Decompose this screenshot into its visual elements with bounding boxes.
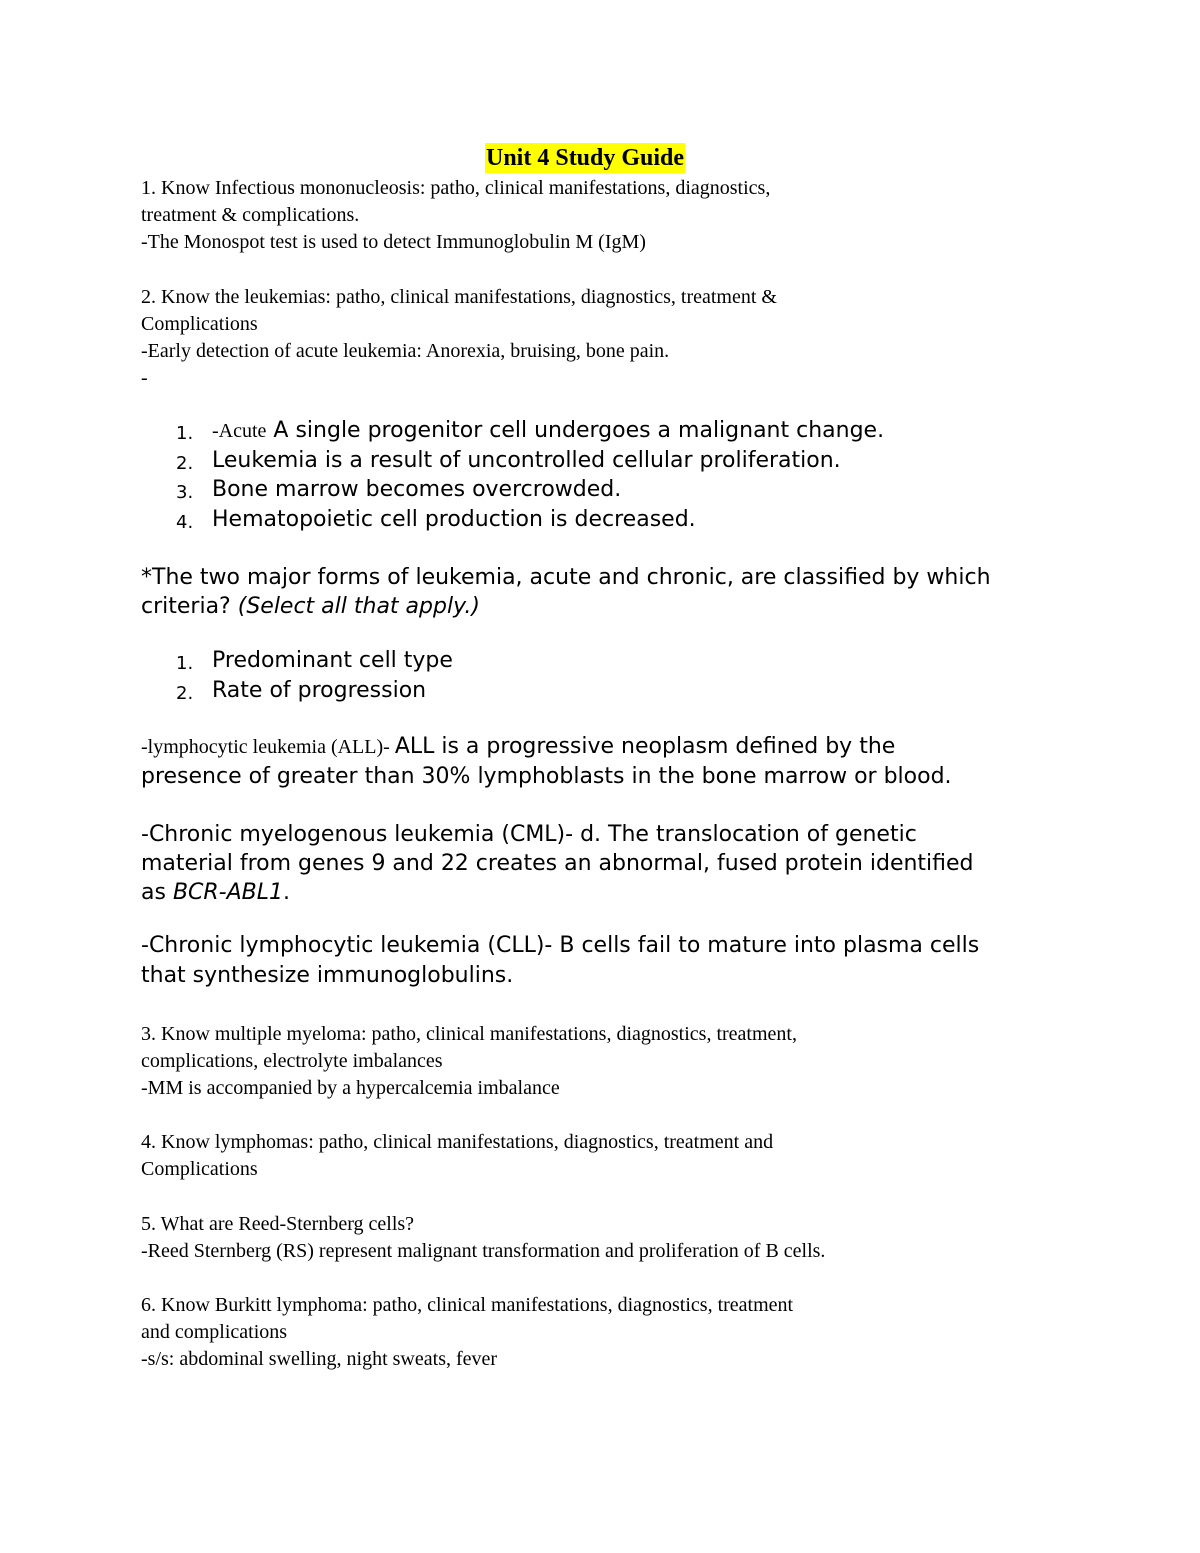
all-prefix: -lymphocytic leukemia (ALL)- bbox=[141, 736, 395, 758]
cml-paragraph-line1 bbox=[141, 824, 917, 846]
question-line2-text: criteria? bbox=[141, 594, 238, 619]
section6-heading-line1: 6. Know Burkitt lymphoma: patho, clinical manifestations, diagnostics, treatment bbox=[141, 1294, 794, 1316]
cml-label: -Chronic myelogenous leukemia (CML)- bbox=[141, 822, 581, 847]
cml-text3-a: as bbox=[141, 880, 173, 905]
section4-heading-line2: Complications bbox=[141, 1158, 258, 1180]
section5-heading: 5. What are Reed-Sternberg cells? bbox=[141, 1213, 415, 1235]
list2-number-1: 1. bbox=[176, 653, 194, 674]
list2-item-1: Predominant cell type bbox=[212, 648, 453, 673]
list1-item-1-prefix: -Acute bbox=[212, 420, 267, 442]
question-instruction: (Select all that apply.) bbox=[237, 594, 480, 619]
section1-heading-line2: treatment & complications. bbox=[141, 204, 360, 226]
list1-number-1: 1. bbox=[176, 423, 194, 444]
list1-item-1 bbox=[212, 420, 884, 442]
list2-number-2: 2. bbox=[176, 683, 194, 704]
cml-d: d. bbox=[580, 822, 609, 847]
list1-item-4: Hematopoietic cell production is decreased. bbox=[212, 507, 696, 532]
all-paragraph-line1 bbox=[141, 736, 895, 758]
cml-text1: The translocation of genetic bbox=[608, 822, 917, 847]
cml-gene-name: BCR-ABL1 bbox=[172, 880, 284, 905]
cml-paragraph-line2: material from genes 9 and 22 creates an abnormal, fused protein identified bbox=[141, 851, 974, 876]
section2-heading-line1: 2. Know the leukemias: patho, clinical manifestations, diagnostics, treatment & bbox=[141, 286, 777, 308]
section2-heading-line2: Complications bbox=[141, 313, 258, 335]
list2-item-2: Rate of progression bbox=[212, 678, 427, 703]
cll-label: -Chronic lymphocytic leukemia (CLL)- bbox=[141, 933, 560, 958]
list1-number-3: 3. bbox=[176, 482, 194, 503]
cml-paragraph-line3 bbox=[141, 882, 290, 904]
list1-number-4: 4. bbox=[176, 512, 194, 533]
cll-text1: B cells fail to mature into plasma cells bbox=[559, 933, 980, 958]
section5-note: -Reed Sternberg (RS) represent malignant transformation and proliferation of B cells. bbox=[141, 1240, 826, 1262]
section2-note: -Early detection of acute leukemia: Anorexia, bruising, bone pain. bbox=[141, 340, 670, 362]
section4-heading-line1: 4. Know lymphomas: patho, clinical manifestations, diagnostics, treatment and bbox=[141, 1131, 774, 1153]
section6-note: -s/s: abdominal swelling, night sweats, fever bbox=[141, 1348, 498, 1370]
list1-item-3: Bone marrow becomes overcrowded. bbox=[212, 477, 622, 502]
all-paragraph-line2: presence of greater than 30% lymphoblasts in the bone marrow or blood. bbox=[141, 764, 952, 789]
section3-note: -MM is accompanied by a hypercalcemia imbalance bbox=[141, 1077, 560, 1099]
section1-note: -The Monospot test is used to detect Immunoglobulin M (IgM) bbox=[141, 231, 646, 253]
cll-paragraph-line2: that synthesize immunoglobulins. bbox=[141, 963, 514, 988]
question-line2 bbox=[141, 596, 480, 618]
section2-dash: - bbox=[141, 367, 148, 389]
page-title: Unit 4 Study Guide bbox=[486, 145, 685, 171]
list1-item-1-text: A single progenitor cell undergoes a malignant change. bbox=[266, 418, 885, 443]
cll-paragraph-line1 bbox=[141, 935, 979, 957]
list1-number-2: 2. bbox=[176, 453, 194, 474]
all-text1: ALL is a progressive neoplasm defined by the bbox=[394, 734, 896, 759]
section1-heading-line1: 1. Know Infectious mononucleosis: patho, clinical manifestations, diagnostics, bbox=[141, 177, 771, 199]
section3-heading-line1: 3. Know multiple myeloma: patho, clinical manifestations, diagnostics, treatment, bbox=[141, 1023, 797, 1045]
list1-item-2: Leukemia is a result of uncontrolled cellular proliferation. bbox=[212, 448, 841, 473]
cml-text3-c: . bbox=[283, 880, 291, 905]
section6-heading-line2: and complications bbox=[141, 1321, 288, 1343]
question-line1: *The two major forms of leukemia, acute and chronic, are classified by which bbox=[141, 565, 991, 590]
section3-heading-line2: complications, electrolyte imbalances bbox=[141, 1050, 443, 1072]
